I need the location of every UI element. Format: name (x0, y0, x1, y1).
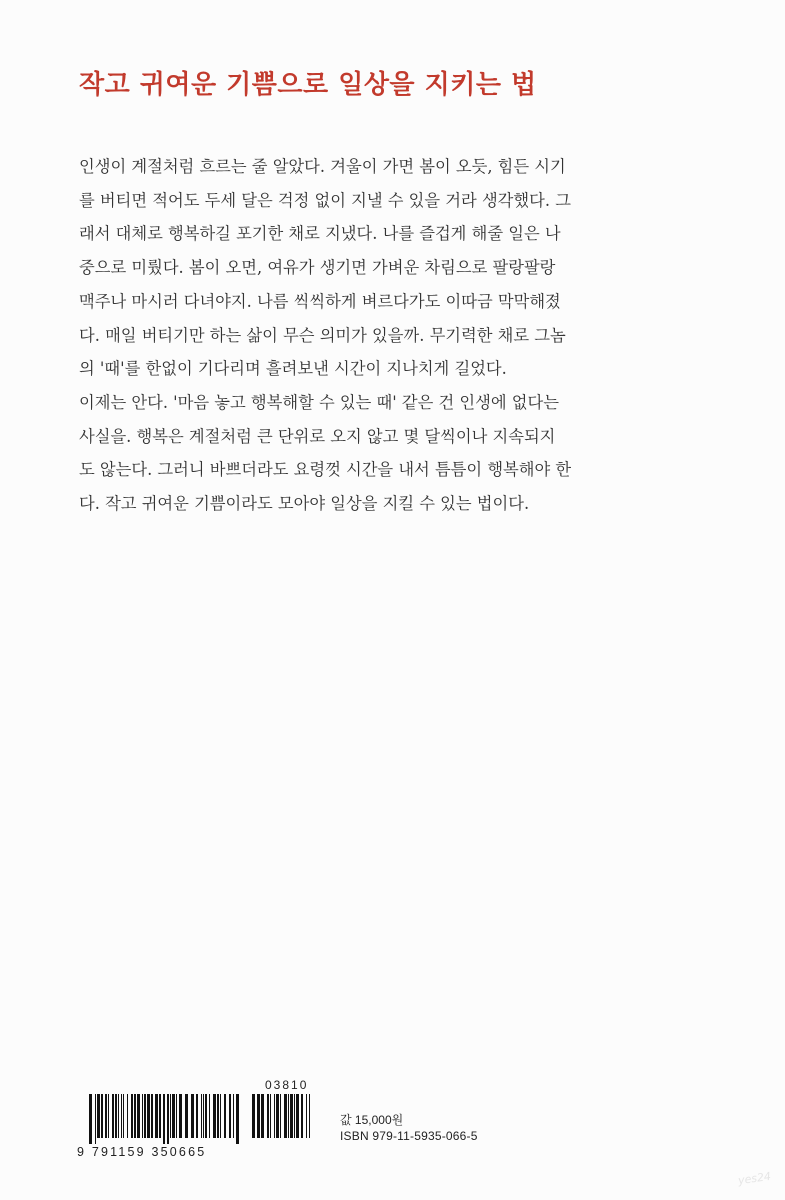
barcode-bar (112, 1094, 114, 1138)
addon-barcode (252, 1094, 312, 1144)
addon-barcode-bars (252, 1094, 312, 1144)
barcode-bar (213, 1094, 216, 1138)
barcode-bar (294, 1094, 295, 1138)
text-line: 를 버티면 적어도 두세 달은 걱정 없이 지낼 수 있을 거라 생각했다. 그 (79, 190, 571, 210)
barcode-bar (267, 1094, 269, 1138)
barcode-bars (89, 1094, 241, 1144)
text-line: 인생이 계절처럼 흐르는 줄 알았다. 겨울이 가면 봄이 오듯, 힘든 시기 (79, 157, 566, 176)
barcode-bar (309, 1094, 310, 1138)
text-line: 의 '때'를 한없이 기다리며 흘려보낸 시간이 지나치게 길었다. (79, 359, 507, 379)
barcode-bar (155, 1094, 158, 1138)
barcode-bar (261, 1094, 264, 1138)
barcode-bar (176, 1094, 177, 1138)
barcode-bar (121, 1094, 122, 1138)
barcode-bar (236, 1094, 239, 1144)
barcode-bar (217, 1094, 219, 1138)
barcode-bar (95, 1094, 96, 1144)
barcode-bar (288, 1094, 289, 1138)
barcode-bar (280, 1094, 281, 1138)
barcode-bar (252, 1094, 255, 1138)
text-line: 중으로 미뤘다. 봄이 오면, 여유가 생기면 가벼운 차림으로 팔랑팔랑 (79, 258, 556, 278)
barcode-bar (233, 1094, 234, 1138)
barcode-bar (196, 1094, 198, 1138)
barcode-bar (167, 1094, 169, 1144)
barcode-bar (172, 1094, 175, 1138)
barcode-bar (201, 1094, 202, 1138)
barcode-bar (191, 1094, 194, 1138)
barcode-bar (105, 1094, 107, 1138)
barcode-bar (108, 1094, 109, 1138)
text-line: 사실을. 행복은 계절처럼 큰 단위로 오지 않고 몇 달씩이나 지속되지 (79, 426, 556, 446)
barcode-bar (284, 1094, 287, 1138)
barcode-bar (159, 1094, 161, 1138)
watermark-logo: yes24 (737, 1169, 772, 1188)
barcode-bar (115, 1094, 117, 1138)
barcode-bar (296, 1094, 299, 1138)
barcode-bar (170, 1094, 171, 1138)
barcode-bar (179, 1094, 182, 1138)
barcode-bar (134, 1094, 136, 1138)
barcode-bar (224, 1094, 226, 1138)
barcode-bar (290, 1094, 293, 1138)
barcode-bar (274, 1094, 275, 1138)
back-cover-title: 작고 귀여운 기쁨으로 일상을 지키는 법 (79, 70, 537, 100)
barcode-bar (147, 1094, 150, 1138)
text-line: 맥주나 마시러 다녀야지. 나름 씩씩하게 벼르다가도 이따금 막막해졌 (79, 291, 561, 311)
barcode-bar (203, 1094, 204, 1138)
barcode-bar (101, 1094, 103, 1138)
barcode-bar (137, 1094, 140, 1138)
isbn-label: ISBN 979-11-5935-066-5 (340, 1129, 478, 1143)
barcode-bar (163, 1094, 165, 1144)
barcode-bar (306, 1094, 307, 1138)
barcode-bar (142, 1094, 143, 1138)
barcode-bar (257, 1094, 260, 1138)
barcode-bar (270, 1094, 271, 1138)
text-line: 래서 대체로 행복하길 포기한 채로 지냈다. 나를 즐겁게 해줄 일은 나 (79, 224, 561, 244)
barcode-bar (144, 1094, 146, 1138)
text-line: 이제는 안다. '마음 놓고 행복해할 수 있는 때' 같은 건 인생에 없다는 (79, 392, 559, 412)
barcode-bar (127, 1094, 128, 1138)
barcode-bar (220, 1094, 221, 1138)
barcode-bar (185, 1094, 188, 1138)
barcode-bar (209, 1094, 210, 1138)
barcode-bar (118, 1094, 119, 1138)
blurb-paragraph-2 (79, 386, 719, 521)
text-line: 다. 작고 귀여운 기쁨이라도 모아야 일상을 지킬 수 있는 법이다. (79, 494, 530, 514)
isbn-barcode (89, 1094, 241, 1144)
barcode-bar (123, 1094, 124, 1138)
blurb-paragraph-1 (79, 150, 719, 386)
text-line: 다. 매일 버티기만 하는 삶이 무슨 의미가 있을까. 무기력한 채로 그놈 (79, 325, 566, 345)
barcode-bar (276, 1094, 279, 1138)
barcode-bar (131, 1094, 133, 1138)
barcode-bar (301, 1094, 303, 1138)
barcode-bar (97, 1094, 100, 1138)
isbn-barcode-digits: 9 791159 350665 (77, 1145, 207, 1159)
price-label: 값 15,000원 (340, 1113, 404, 1127)
addon-code-digits: 03810 (265, 1078, 309, 1092)
text-line: 도 않는다. 그러니 바쁘더라도 요령껏 시간을 내서 틈틈이 행복해야 한 (79, 460, 572, 480)
barcode-bar (89, 1094, 92, 1144)
barcode-bar (229, 1094, 231, 1138)
blurb-text (79, 150, 719, 521)
barcode-bar (151, 1094, 153, 1138)
barcode-bar (205, 1094, 207, 1138)
